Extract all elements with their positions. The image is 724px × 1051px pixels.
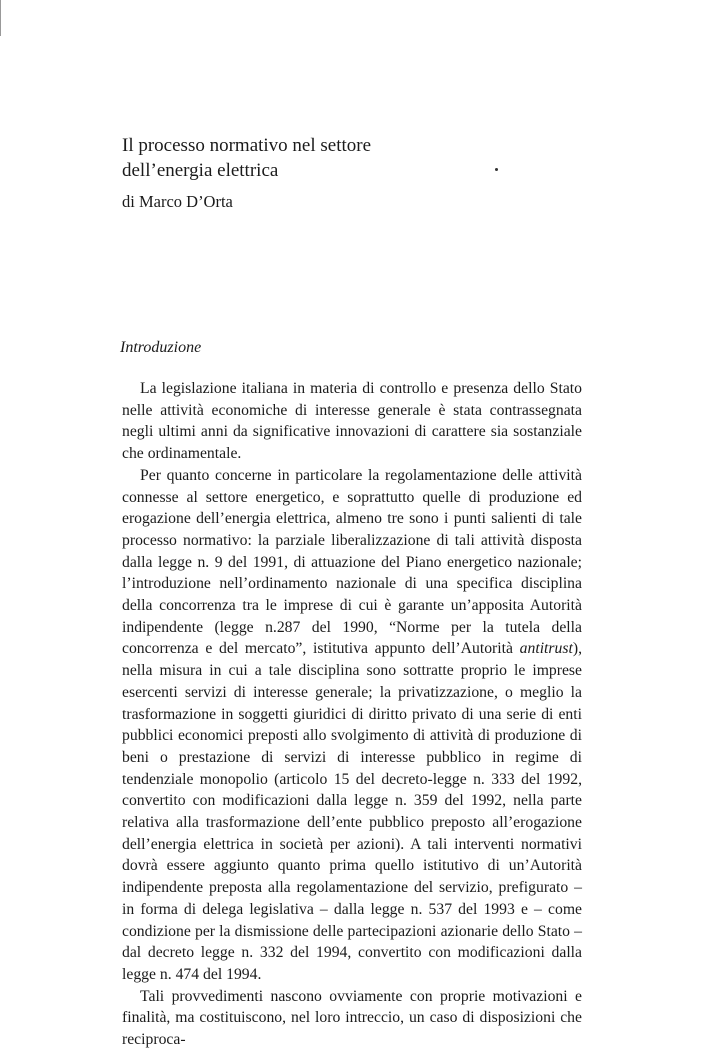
title-line-1: Il processo normativo nel settore — [122, 135, 372, 156]
paragraph-3: Tali provvedimenti nascono ovviamente con proprie motivazioni e finalità, ma costituiscono, nel loro intreccio, un caso di disposizioni che reciproca- — [122, 987, 582, 1049]
scan-edge-mark — [0, 0, 1, 36]
title-line-2: dell’energia elettrica — [122, 160, 279, 181]
section-heading: Introduzione — [120, 339, 202, 356]
article-title — [122, 133, 542, 183]
paragraph-2: Per quanto concerne in particolare la regolamentazione delle attività connesse al settore energetico, e soprattutto quelle di produzione ed erogazione dell’energia elettrica, almeno tre sono i punti salienti di tale processo normativo: la parziale liberalizzazione di tali attività disposta dalla legge n. 9 del 1991, di attuazione del Piano energetico nazionale; l’introduzione nell’ordinamento nazionale di una specifica disciplina della concorrenza tra le imprese di cui è garante un’apposita Autorità indipendente (legge n.287 del 1990, “Norme per la tutela della concorrenza e del mercato”, istitutiva appunto dell’Autorità antitrust), nella misura in cui a tale disciplina sono sottratte proprio le imprese esercenti servizi di interesse generale; la privatizzazione, o meglio la trasformazione in soggetti giuridici di diritto privato di una serie di enti pubblici economici preposti allo svolgimento di attività di produzione di beni o prestazione di servizi di interesse pubblico in regime di tendenziale monopolio (articolo 15 del decreto-legge n. 333 del 1992, convertito con modificazioni dalla legge n. 359 del 1992, nella parte relativa alla trasformazione dell’ente pubblico preposto all’erogazione dell’energia elettrica in società per azioni). A tali interventi normativi dovrà essere aggiunto quanto prima quello istitutivo di un’Autorità indipendente preposta alla regolamentazione del servizio, prefigurato – in forma di delega legislativa – dalla legge n. 537 del 1993 e – come condizione per la dismissione delle partecipazioni azionarie dello Stato – dal decreto legge n. 332 del 1994, convertito con modificazioni dalla legge n. 474 del 1994. — [122, 466, 582, 983]
article-author: di Marco D’Orta — [122, 192, 233, 211]
article-body — [122, 378, 582, 1051]
italic-term: antitrust — [519, 640, 573, 658]
paragraph-1: La legislazione italiana in materia di controllo e presenza dello Stato nelle attività economiche di interesse generale è stata contrassegnata negli ultimi anni da significative innovazioni di carattere sia sostanziale che ordinamentale. — [122, 380, 582, 463]
